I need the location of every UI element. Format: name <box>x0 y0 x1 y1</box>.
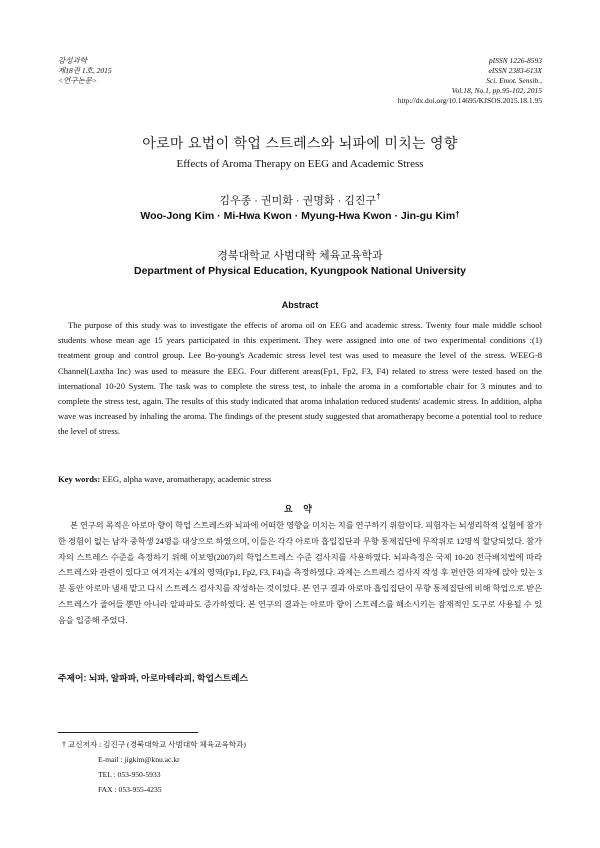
eissn: eISSN 2383-613X <box>488 66 542 75</box>
authors-english <box>0 210 600 222</box>
keywords-korean-label: 주제어: <box>58 673 87 683</box>
pissn: pISSN 1226-8593 <box>488 56 542 65</box>
korean-abstract-body: 본 연구의 목적은 아로마 향이 학업 스트레스와 뇌파에 어떠한 영향을 미치는 지를 연구하기 위함이다. 피험자는 뇌생리학적 실험에 참가한 경험이 없는 남자 중학생 24명을 대상으로 하였으며, 이들은 각각 아로마 흡입집단과 무향 통제집단에 무작위로 12명씩 할당되었다. 참가자의 스트레스 수준을 측정하기 위해 이보영(2007)의 학업스트레스 수준 검사지를 사용하였다. 뇌파측정은 국제 10-20 전극배치법에 따라 스트레스와 관련이 있다고 여겨지는 4개의 영역(Fp1, Fp2, F3, F4)을 측정하였다. 과제는 스트레스 검사지 작성 후 편안한 의자에 앉아 있는 3분 동안 아로마 냄새 맡고 다시 스트레스 검사지를 작성하는 것이었다. 본 연구 결과 아로마 흡입집단이 무향 통제집단에 비해 학업으로 받은 스트레스가 줄어들 뿐만 아니라 알파파도 증가하였다. 본 연구의 결과는 아로마 향이 스트레스를 해소시키는 잠재적인 도구로 사용될 수 있음을 입증해 주었다. <box>58 521 542 625</box>
article-type: <연구논문> <box>58 76 98 85</box>
keywords-english-text: EEG, alpha wave, aromatherapy, academic stress <box>102 474 272 484</box>
keywords-korean <box>58 672 542 685</box>
correspondence-tel: TEL : 053-950-5933 <box>98 770 161 779</box>
title-korean: 아로마 요법이 학업 스트레스와 뇌파에 미치는 영향 <box>142 135 458 151</box>
footnote-divider <box>58 732 198 733</box>
journal-name: 감성과학 <box>58 56 87 65</box>
authors-korean <box>0 192 600 208</box>
correspondence-fax: FAX : 053-955-4235 <box>98 785 162 794</box>
correspondence-dagger: † <box>62 740 66 749</box>
abstract-heading: Abstract <box>281 300 319 310</box>
korean-abstract-heading: 요 약 <box>284 504 316 514</box>
journal-abbreviation: Sci. Emot. Sensib., <box>486 76 542 85</box>
affiliation-korean: 경북대학교 사범대학 체육교육학과 <box>217 250 383 262</box>
volume-pages: Vol.18, No.1, pp.95-102, 2015 <box>451 86 542 95</box>
keywords-korean-text: 뇌파, 알파파, 아로마테라피, 학업스트레스 <box>88 673 249 683</box>
journal-header-right <box>398 56 542 106</box>
keywords-english <box>58 473 542 486</box>
affiliation-english: Department of Physical Education, Kyungpook National University <box>134 265 466 277</box>
correspondence-label: 교신저자 : 김진구 (경북대학교 사범대학 체육교육학과) <box>67 740 246 749</box>
correspondence-footnote <box>62 737 246 797</box>
title-english: Effects of Aroma Therapy on EEG and Academic Stress <box>176 158 424 170</box>
keywords-english-label: Key words: <box>58 474 101 484</box>
journal-volume-ko: 제18권 1호, 2015 <box>58 66 112 75</box>
authors-korean-text: 김우종 · 권미화 · 권명화 · 김진구 <box>219 195 377 207</box>
corresponding-dagger: † <box>376 192 381 201</box>
correspondence-email[interactable]: E-mail : jigkim@knu.ac.kr <box>98 755 180 764</box>
abstract-body: The purpose of this study was to investigate the effects of aroma oil on EEG and academic stress. Twenty four male middle school students whose mean age 15 years participated in this experiment. They were assigned into one of two experimental conditions :(1) treatment group and control group. Lee Bo-young's Academic stress level test was used to measure the level of the stress. WEEG-8 Channel(Laxtha Inc) was used to measure the EEG. Four different areas(Fp1, Fp2, F3, F4) related to stress were tested based on the international 10-20 System. The task was to complete the stress test, to inhale the aroma in a comfortable chair for 3 minutes and to complete the stress test, again. The results of this study indicated that aroma inhalation reduced students' academic stress. In addition, alpha wave was increased by inhaling the aroma. The findings of the present study suggested that aromatherapy become a potential tool to reduce the level of stress. <box>58 320 542 437</box>
corresponding-dagger-en: † <box>455 210 460 219</box>
journal-header-left <box>58 56 112 86</box>
doi-link[interactable]: http://dx.doi.org/10.14695/KJSOS.2015.18.1.95 <box>397 96 542 105</box>
authors-english-text: Woo-Jong Kim · Mi-Hwa Kwon · Myung-Hwa Kwon · Jin-gu Kim <box>140 210 456 222</box>
